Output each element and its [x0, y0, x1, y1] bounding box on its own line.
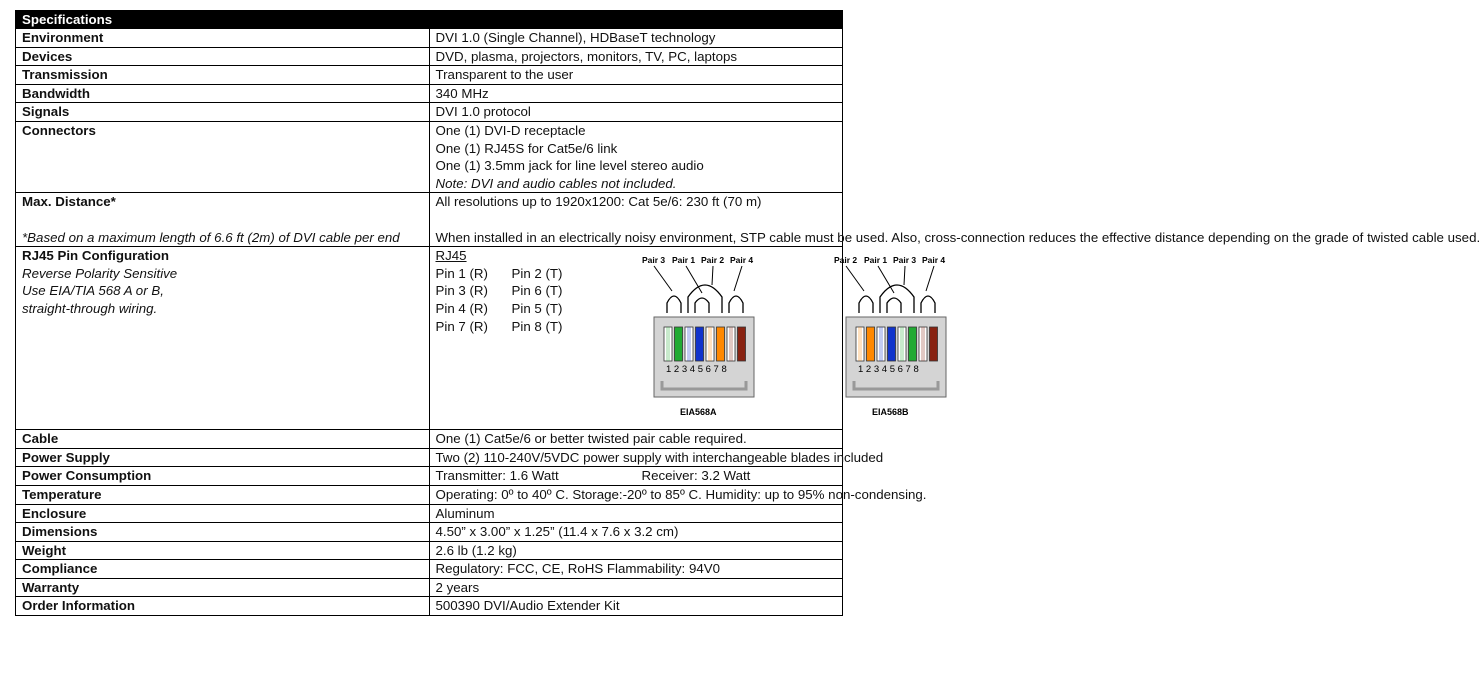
- row-value: One (1) Cat5e/6 or better twisted pair cable required.: [429, 430, 843, 449]
- pair-label: Pair 1: [863, 255, 887, 266]
- row-label: [16, 247, 430, 430]
- row-value: DVD, plasma, projectors, monitors, TV, PC, laptops: [429, 47, 843, 66]
- pin-numbers: 1 2 3 4 5 6 7 8: [857, 364, 919, 376]
- row-label: Connectors: [16, 121, 430, 192]
- diagram-caption: EIA568B: [871, 407, 909, 418]
- row-value: [429, 193, 1480, 247]
- row-value: Two (2) 110-240V/5VDC power supply with interchangeable blades included: [429, 448, 843, 467]
- connector-line: One (1) 3.5mm jack for line level stereo audio: [435, 158, 704, 174]
- row-label: Order Information: [16, 597, 430, 616]
- row-label: Bandwidth: [16, 84, 430, 103]
- transmitter-power: Transmitter: 1.6 Watt: [435, 468, 559, 484]
- wire-6: [908, 327, 916, 361]
- row-label: Temperature: [16, 485, 430, 504]
- table-row: [16, 193, 843, 247]
- table-row: [16, 103, 843, 122]
- pin-pair: Pin 7 (R) Pin 8 (T): [435, 318, 563, 334]
- max-distance-line: All resolutions up to 1920x1200: Cat 5e/6: 230 ft (70 m): [435, 194, 762, 210]
- max-distance-note: When installed in an electrically noisy environment, STP cable must be used. Also, cross-connection reduces the effective distance depending on the grade of twisted cable used.: [435, 229, 1480, 245]
- row-value: [429, 467, 843, 486]
- rj45-label: RJ45 Pin Configuration: [22, 248, 170, 264]
- row-label: Cable: [16, 430, 430, 449]
- row-value: [429, 121, 843, 192]
- row-value: 4.50” x 3.00” x 1.25” (11.4 x 7.6 x 3.2 cm): [429, 523, 843, 542]
- table-row: [16, 29, 843, 48]
- pin-heading: RJ45: [435, 248, 467, 264]
- row-value: 500390 DVI/Audio Extender Kit: [429, 597, 843, 616]
- pin-pair: Pin 3 (R) Pin 6 (T): [435, 283, 563, 299]
- max-distance-label: Max. Distance*: [22, 194, 116, 210]
- row-label: Power Consumption: [16, 467, 430, 486]
- table-row: [16, 523, 843, 542]
- row-label: Signals: [16, 103, 430, 122]
- rj45-desc-line: straight-through wiring.: [22, 300, 158, 316]
- row-value: Regulatory: FCC, CE, RoHS Flammability: 94V0: [429, 560, 843, 579]
- table-row: [16, 541, 843, 560]
- row-label: Transmission: [16, 66, 430, 85]
- row-label: [16, 193, 430, 247]
- row-value: 340 MHz: [429, 84, 843, 103]
- pair-label: Pair 2: [833, 255, 857, 266]
- pair-label: Pair 3: [641, 255, 665, 266]
- row-value: 2 years: [429, 578, 843, 597]
- wire-8: [929, 327, 937, 361]
- row-value: DVI 1.0 (Single Channel), HDBaseT technology: [429, 29, 843, 48]
- rj45-desc-line: Use EIA/TIA 568 A or B,: [22, 283, 164, 299]
- wire-2: [866, 327, 874, 361]
- wire-4: [887, 327, 895, 361]
- rj45-desc-line: Reverse Polarity Sensitive: [22, 265, 178, 281]
- row-label: Weight: [16, 541, 430, 560]
- pair-label: Pair 2: [700, 255, 724, 266]
- row-value: [429, 247, 945, 430]
- table-row: [16, 430, 843, 449]
- receiver-power: Receiver: 3.2 Watt: [641, 468, 751, 484]
- pin-pair: Pin 1 (R) Pin 2 (T): [435, 265, 563, 281]
- connector-note: Note: DVI and audio cables not included.: [435, 175, 677, 191]
- max-distance-footnote: *Based on a maximum length of 6.6 ft (2m) of DVI cable per end: [22, 229, 400, 245]
- diagram-caption: EIA568A: [679, 407, 717, 418]
- table-row: [16, 448, 843, 467]
- pair-label: Pair 4: [921, 255, 945, 266]
- row-label: Environment: [16, 29, 430, 48]
- row-label: Power Supply: [16, 448, 430, 467]
- pin-list: [436, 247, 563, 335]
- table-row: [16, 485, 843, 504]
- row-label: Compliance: [16, 560, 430, 579]
- eia568a-diagram: [640, 253, 770, 428]
- table-header-row: [16, 11, 843, 29]
- wire-4: [695, 327, 703, 361]
- row-label: Devices: [16, 47, 430, 66]
- pin-pair: Pin 4 (R) Pin 5 (T): [435, 300, 563, 316]
- row-label: Dimensions: [16, 523, 430, 542]
- table-header: Specifications: [16, 11, 843, 29]
- specifications-table: [15, 10, 1480, 616]
- row-value: DVI 1.0 protocol: [429, 103, 843, 122]
- table-row: [16, 560, 843, 579]
- row-value: 2.6 lb (1.2 kg): [429, 541, 843, 560]
- table-row: [16, 121, 843, 192]
- table-row: [16, 247, 843, 430]
- wire-6: [716, 327, 724, 361]
- connector-line: One (1) DVI-D receptacle: [435, 122, 586, 138]
- pair-label: Pair 4: [729, 255, 753, 266]
- table-row: [16, 84, 843, 103]
- wire-8: [737, 327, 745, 361]
- table-row: [16, 504, 843, 523]
- row-value: Operating: 0º to 40º C. Storage:-20º to 85º C. Humidity: up to 95% non-condensing.: [429, 485, 843, 504]
- eia568b-diagram: [832, 253, 972, 428]
- table-row: [16, 597, 843, 616]
- table-row: [16, 578, 843, 597]
- pair-label: Pair 1: [671, 255, 695, 266]
- connector-line: One (1) RJ45S for Cat5e/6 link: [435, 140, 618, 156]
- wire-2: [674, 327, 682, 361]
- row-label: Enclosure: [16, 504, 430, 523]
- table-row: [16, 467, 843, 486]
- row-label: Warranty: [16, 578, 430, 597]
- pin-numbers: 1 2 3 4 5 6 7 8: [665, 364, 727, 376]
- row-value: Transparent to the user: [429, 66, 843, 85]
- pair-label: Pair 3: [892, 255, 916, 266]
- table-row: [16, 47, 843, 66]
- row-value: Aluminum: [429, 504, 843, 523]
- table-row: [16, 66, 843, 85]
